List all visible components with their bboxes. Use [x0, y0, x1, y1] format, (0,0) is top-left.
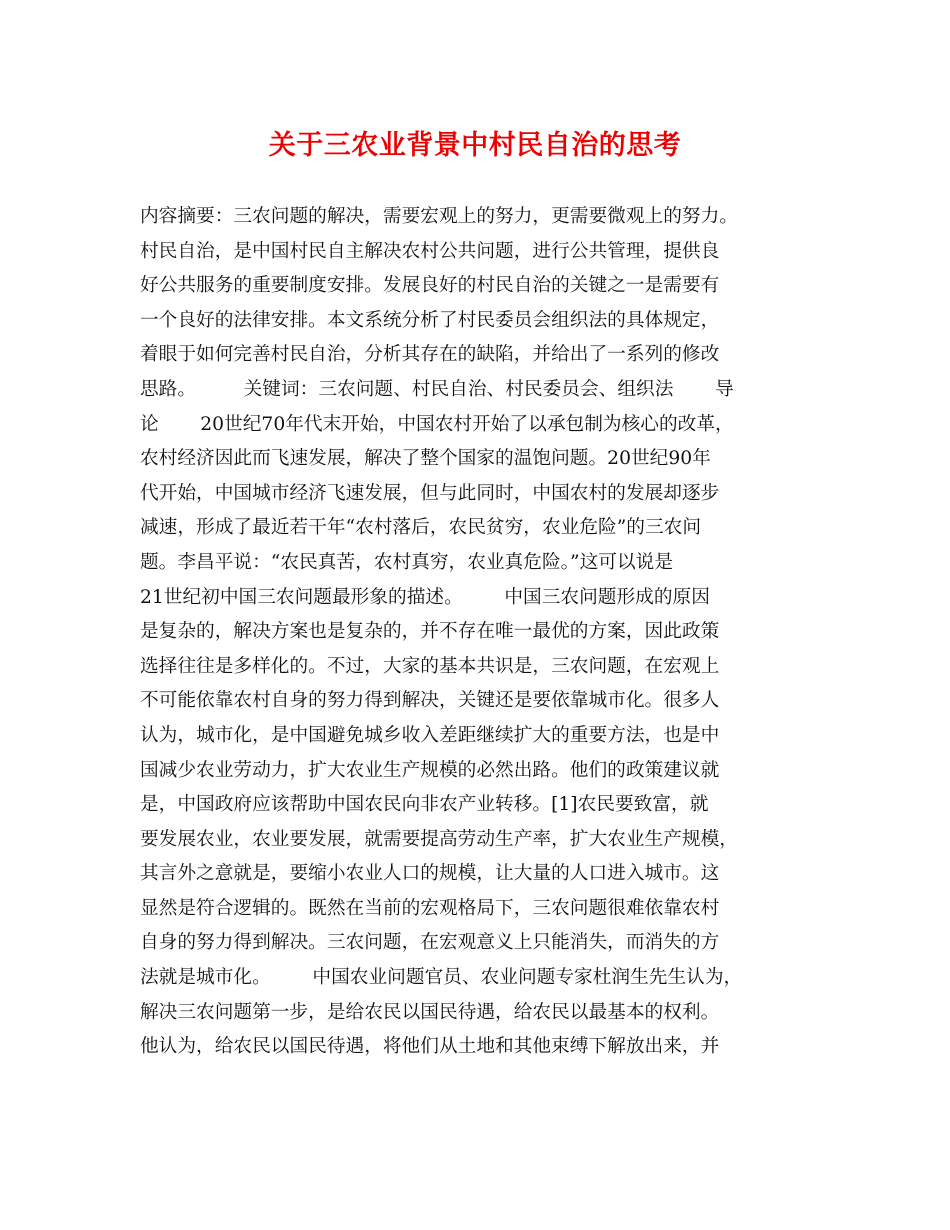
body-line: 一个良好的法律安排。本文系统分析了村民委员会组织法的具体规定， — [140, 309, 720, 331]
body-line: 国减少农业劳动力，扩大农业生产规模的必然出路。他们的政策建议就 — [140, 759, 720, 781]
body-line: 题。李昌平说：“农民真苦，农村真穷，农业真危险。”这可以说是 — [140, 551, 674, 573]
body-line: 内容摘要：三农问题的解决，需要宏观上的努力，更需要微观上的努力。 — [140, 206, 738, 227]
body-line: 不可能依靠农村自身的努力得到解决，关键还是要依靠城市化。很多人 — [140, 690, 720, 712]
body-line: 法就是城市化。 中国农业问题官员、农业问题专家杜润生先生认为， — [140, 967, 743, 989]
body-line: 着眼于如何完善村民自治，分析其存在的缺陷，并给出了一系列的修改 — [140, 344, 720, 366]
body-line: 减速，形成了最近若干年“农村落后，农民贫穷，农业危险”的三农问 — [140, 517, 702, 539]
body-line: 论 20世纪70年代末开始，中国农村开始了以承包制为核心的改革， — [140, 413, 734, 435]
body-line: 是复杂的，解决方案也是复杂的，并不存在唯一最优的方案，因此政策 — [140, 621, 720, 643]
body-line: 显然是符合逻辑的。既然在当前的宏观格局下，三农问题很难依靠农村 — [140, 897, 720, 919]
body-line: 自身的努力得到解决。三农问题，在宏观意义上只能消失，而消失的方 — [140, 932, 720, 954]
body-line: 选择往往是多样化的。不过，大家的基本共识是，三农问题，在宏观上 — [140, 655, 720, 677]
body-line: 其言外之意就是，要缩小农业人口的规模，让大量的人口进入城市。这 — [140, 863, 720, 885]
body-line: 21世纪初中国三农问题最形象的描述。 中国三农问题形成的原因 — [140, 586, 710, 608]
body-line: 代开始，中国城市经济飞速发展，但与此同时，中国农村的发展却逐步 — [140, 482, 720, 504]
body-line: 解决三农问题第一步，是给农民以国民待遇，给农民以最基本的权利。 — [140, 1001, 720, 1023]
body-line: 要发展农业，农业要发展，就需要提高劳动生产率，扩大农业生产规模， — [140, 828, 738, 850]
body-line: 他认为，给农民以国民待遇，将他们从土地和其他束缚下解放出来，并 — [140, 1036, 720, 1058]
body-line: 思路。 关键词：三农问题、村民自治、村民委员会、组织法 导 — [140, 378, 734, 400]
body-line: 是，中国政府应该帮助中国农民向非农产业转移。[1]农民要致富，就 — [140, 794, 709, 816]
document-body — [140, 200, 840, 1065]
body-line: 村民自治，是中国村民自主解决农村公共问题，进行公共管理，提供良 — [140, 240, 720, 262]
body-line: 好公共服务的重要制度安排。发展良好的村民自治的关键之一是需要有 — [140, 275, 720, 297]
body-line: 认为，城市化，是中国避免城乡收入差距继续扩大的重要方法，也是中 — [140, 724, 720, 746]
body-line: 农村经济因此而飞速发展，解决了整个国家的温饱问题。20世纪90年 — [140, 448, 711, 470]
document-title: 关于三农业背景中村民自治的思考 — [268, 130, 682, 161]
